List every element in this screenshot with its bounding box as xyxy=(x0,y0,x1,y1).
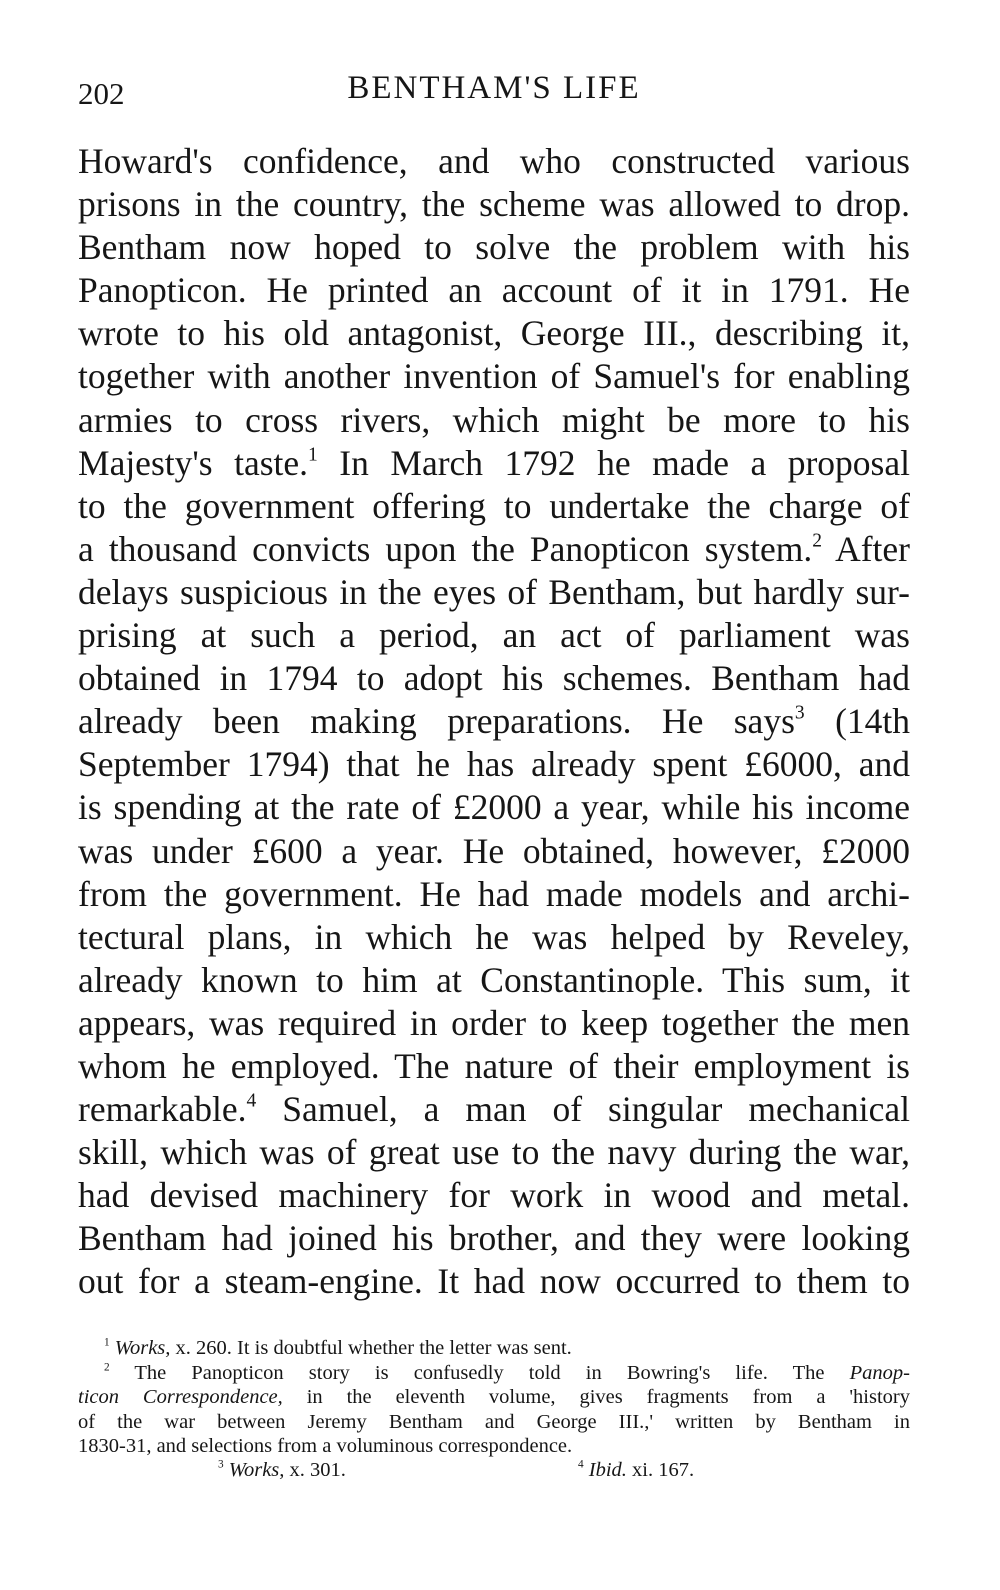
text-line: appears, was required in order to keep together the men xyxy=(78,1002,910,1043)
footnote-2-line xyxy=(78,1385,910,1410)
text-line: obtained in 1794 to adopt his schemes. Bentham had xyxy=(78,658,910,699)
page-number: 202 xyxy=(78,76,125,111)
text-line: together with another invention of Samuel's for enabling xyxy=(78,356,910,397)
text-line: Bentham had joined his brother, and they were looking xyxy=(78,1218,910,1259)
footnote-reference: 4 xyxy=(246,1090,257,1112)
text-segment: After xyxy=(821,528,910,569)
text-segment: a thousand convicts upon the Panopticon system. xyxy=(78,528,813,569)
footnote-text: in the eleventh volume, gives fragments from a 'history xyxy=(282,1386,910,1408)
footnote-1 xyxy=(78,1336,910,1361)
body-text xyxy=(78,140,910,1304)
text-line xyxy=(78,528,910,571)
footnote-4 xyxy=(578,1459,694,1482)
text-line xyxy=(78,442,910,485)
footnote-2 xyxy=(78,1361,910,1386)
text-line: already known to him at Constantinople. This sum, it xyxy=(78,959,910,1000)
footnote-cite: Ibid. xyxy=(588,1458,627,1481)
text-segment: remarkable. xyxy=(78,1089,247,1130)
text-segment: Samuel, a man of singular mechanical xyxy=(256,1089,910,1130)
footnote-cite: Panop- xyxy=(849,1361,910,1384)
text-line: tectural plans, in which he was helped by Reveley, xyxy=(78,916,910,957)
text-line: delays suspicious in the eyes of Bentham, but hardly sur- xyxy=(78,571,910,612)
footnote-3 xyxy=(218,1459,346,1482)
footnote-marker: 3 xyxy=(218,1458,224,1471)
text-line: Bentham now hoped to solve the problem with his xyxy=(78,227,910,268)
footnote-reference: 2 xyxy=(812,530,822,552)
text-line: wrote to his old antagonist, George III., describing it, xyxy=(78,313,910,354)
text-line: armies to cross rivers, which might be more to his xyxy=(78,399,910,440)
footnotes-3-4 xyxy=(78,1459,910,1485)
text-line: whom he employed. The nature of their employment is xyxy=(78,1045,910,1086)
footnote-reference: 1 xyxy=(308,444,318,466)
text-segment: (14th xyxy=(804,701,910,742)
text-line: prising at such a period, an act of parliament was xyxy=(78,615,910,656)
text-segment: already been making preparations. He says xyxy=(78,701,795,742)
footnote-marker: 1 xyxy=(104,1336,110,1349)
text-line: Panopticon. He printed an account of it in 1791. He xyxy=(78,270,910,311)
page-header xyxy=(78,70,910,120)
text-line: skill, which was of great use to the navy during the war, xyxy=(78,1132,910,1173)
text-line: out for a steam-engine. It had now occurred to them to xyxy=(78,1261,910,1302)
text-line: is spending at the rate of £2000 a year, while his income xyxy=(78,787,910,828)
footnote-text: xi. 167. xyxy=(626,1458,695,1481)
footnote-text: 1830-31, and selections from a voluminous correspondence. xyxy=(78,1435,573,1457)
footnotes xyxy=(78,1336,910,1485)
text-line: September 1794) that he has already spent £6000, and xyxy=(78,744,910,785)
footnote-2-line xyxy=(78,1434,910,1459)
text-line: had devised machinery for work in wood and metal. xyxy=(78,1175,910,1216)
footnote-text: x. 260. It is doubtful whether the letter was sent. xyxy=(170,1337,572,1359)
footnote-2-line xyxy=(78,1410,910,1435)
text-line xyxy=(78,700,910,743)
text-line: Howard's confidence, and who constructed various xyxy=(78,141,910,181)
footnote-text: of the war between Jeremy Bentham and George III.,' written by Bentham in xyxy=(78,1410,910,1433)
text-line: to the government offering to undertake the charge of xyxy=(78,485,910,526)
text-line: prisons in the country, the scheme was allowed to drop. xyxy=(78,184,910,225)
footnote-cite: Works, xyxy=(228,1458,285,1481)
footnote-cite: Works, xyxy=(114,1337,171,1359)
footnote-marker: 4 xyxy=(578,1458,584,1471)
text-segment: Majesty's taste. xyxy=(78,442,309,483)
text-line: from the government. He had made models and archi- xyxy=(78,873,910,914)
footnote-text: x. 301. xyxy=(284,1458,346,1481)
text-line xyxy=(78,1088,910,1131)
running-head: BENTHAM'S LIFE xyxy=(347,70,641,106)
text-segment: In March 1792 he made a proposal xyxy=(317,442,910,483)
footnote-cite: ticon Correspondence, xyxy=(78,1386,283,1408)
footnote-reference: 3 xyxy=(794,702,805,724)
footnote-text: The Panopticon story is confusedly told in Bowring's life. The xyxy=(109,1361,850,1384)
footnote-marker: 2 xyxy=(104,1361,110,1374)
text-line: was under £600 a year. He obtained, however, £2000 xyxy=(78,830,910,871)
